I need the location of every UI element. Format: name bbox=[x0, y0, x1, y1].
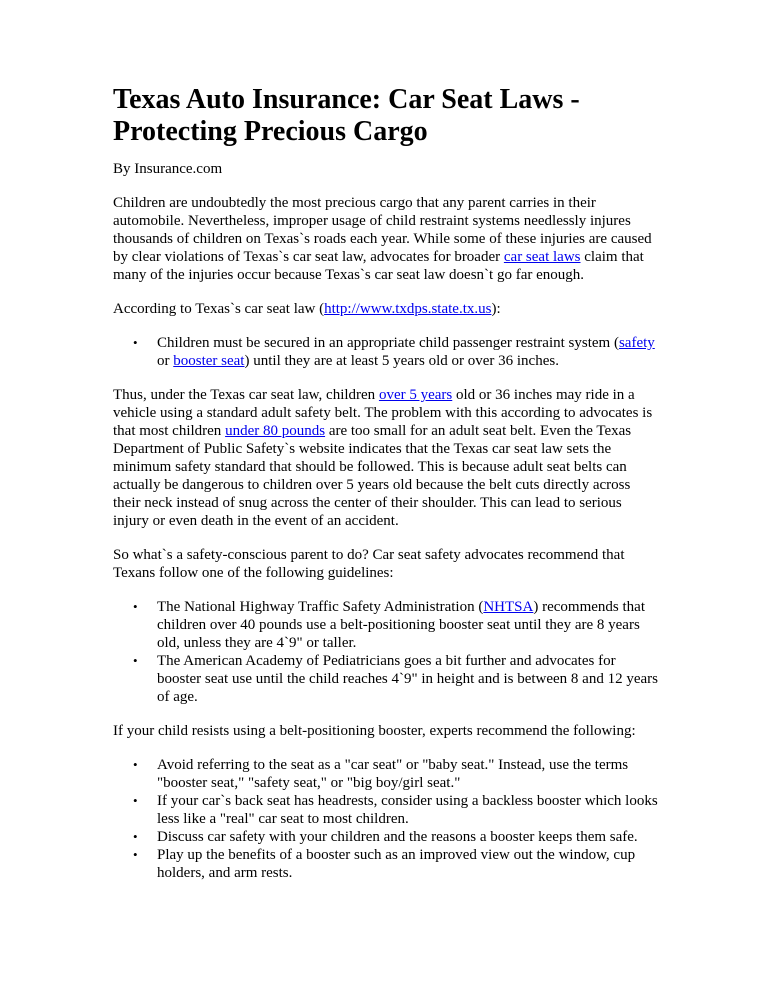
law-list bbox=[113, 334, 658, 370]
list-item: • Children must be secured in an appropriate child passenger restraint system (safety or booster seat) until they are at least 5 years old or over 36 inches. bbox=[133, 335, 655, 369]
bullet-icon: • bbox=[133, 757, 138, 772]
txdps-link[interactable]: http://www.txdps.state.tx.us bbox=[324, 301, 492, 317]
byline: By Insurance.com bbox=[113, 161, 223, 177]
bullet-icon: • bbox=[133, 653, 138, 668]
guidelines-list bbox=[113, 598, 658, 706]
booster-seat-link[interactable]: booster seat bbox=[173, 353, 245, 369]
list-item: • The American Academy of Pediatricians goes a bit further and advocates for booster seat use until the child reaches 4`9" in height and is between 8 and 12 years of age. bbox=[133, 653, 658, 705]
safety-link[interactable]: safety bbox=[618, 335, 655, 351]
page-title bbox=[113, 84, 658, 148]
paragraph-intro: Children are undoubtedly the most precious cargo that any parent carries in their automobile. Nevertheless, improper usage of child restraint systems needlessly injures thousands of children on Texas`s roads each year. While some of these injuries are caused by clear violations of Texas`s car seat law, advocates for broader car seat laws claim that many of the injuries occur because Texas`s car seat law doesn`t go far enough. bbox=[113, 195, 652, 283]
car-seat-laws-link[interactable]: car seat laws bbox=[503, 249, 581, 265]
bullet-icon: • bbox=[133, 335, 138, 350]
list-item: • Avoid referring to the seat as a "car seat" or "baby seat." Instead, use the terms "booster seat," "safety seat," or "big boy/girl seat." bbox=[133, 757, 629, 791]
nhtsa-link[interactable]: NHTSA bbox=[483, 599, 534, 615]
bullet-icon: • bbox=[133, 829, 138, 844]
paragraph-problem: Thus, under the Texas car seat law, children over 5 years old or 36 inches may ride in a vehicle using a standard adult safety belt. The problem with this according to advocates is that most children under 80 pounds are too small for an adult seat belt. Even the Texas Department of Public Safety`s website indicates that the Texas car seat law sets the minimum safety standard that should be followed. This is because adult seat belts can actually be dangerous to children over 5 years old because the belt cuts directly across their neck instead of snug across the center of their shoulder. This can lead to serious injury or even death in the event of an accident. bbox=[113, 387, 653, 529]
list-item: • Discuss car safety with your children and the reasons a booster keeps them safe. bbox=[133, 829, 638, 845]
paragraph-resists: If your child resists using a belt-positioning booster, experts recommend the following: bbox=[113, 723, 636, 739]
paragraph-guidelines-intro: So what`s a safety-conscious parent to do? Car seat safety advocates recommend that Texans follow one of the following guidelines: bbox=[113, 547, 625, 581]
title-line-2: Protecting Precious Cargo bbox=[113, 116, 428, 147]
list-item: • If your car`s back seat has headrests, consider using a backless booster which looks less like a "real" car seat to most children. bbox=[133, 793, 658, 827]
title-line-1: Texas Auto Insurance: Car Seat Laws - bbox=[113, 84, 580, 115]
bullet-icon: • bbox=[133, 793, 138, 808]
list-item: • Play up the benefits of a booster such as an improved view out the window, cup holders, and arm rests. bbox=[133, 847, 636, 881]
bullet-icon: • bbox=[133, 847, 138, 862]
paragraph-law: According to Texas`s car seat law (http://www.txdps.state.tx.us): bbox=[113, 301, 501, 317]
bullet-icon: • bbox=[133, 599, 138, 614]
list-item: • The National Highway Traffic Safety Administration (NHTSA) recommends that children over 40 pounds use a belt-positioning booster seat until they are 8 years old, unless they are 4`9" or taller. bbox=[133, 599, 645, 651]
over-5-years-link[interactable]: over 5 years bbox=[378, 387, 453, 403]
tips-list bbox=[113, 756, 658, 882]
under-80-pounds-link[interactable]: under 80 pounds bbox=[225, 423, 326, 439]
